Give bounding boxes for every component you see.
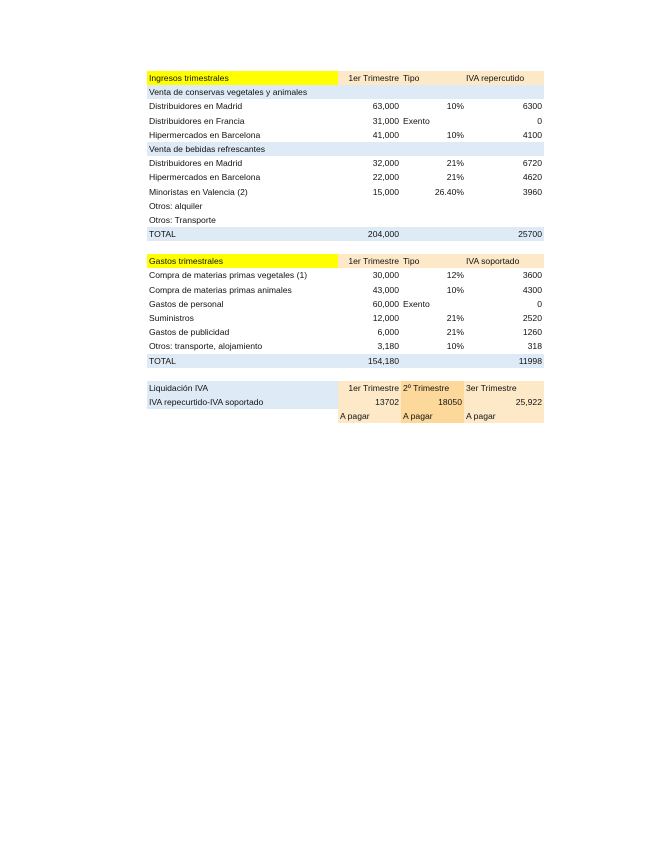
row-iva: 0 bbox=[537, 298, 542, 309]
row-iva bbox=[464, 199, 544, 213]
gastos-col-trimestre: 1er Trimestre bbox=[338, 254, 401, 268]
liquidacion-header-row bbox=[147, 381, 544, 395]
row-iva: 2520 bbox=[522, 313, 542, 323]
liquidacion-status-row bbox=[147, 409, 544, 423]
table-row bbox=[147, 114, 544, 128]
row-label: Distribuidores en Francia bbox=[149, 115, 245, 126]
row-amount: 43,000 bbox=[372, 284, 399, 295]
row-amount: 12,000 bbox=[372, 313, 399, 323]
liquidacion-q3-value: 25,922 bbox=[464, 395, 544, 409]
liquidacion-q3-status: A pagar bbox=[464, 409, 544, 423]
row-label: Gastos de personal bbox=[149, 298, 224, 309]
table-row bbox=[147, 311, 544, 325]
total-iva: 11998 bbox=[518, 355, 542, 366]
ingresos-header-row bbox=[147, 71, 544, 85]
liquidacion-q1-value: 13702 bbox=[338, 395, 401, 409]
row-iva: 4100 bbox=[522, 129, 542, 140]
row-iva: 0 bbox=[537, 115, 542, 126]
row-amount: 3,180 bbox=[377, 341, 399, 352]
row-tipo: 10% bbox=[446, 284, 464, 295]
table-row bbox=[147, 170, 544, 184]
row-tipo: Exento bbox=[403, 115, 430, 126]
table-row bbox=[147, 325, 544, 339]
row-amount: 60,000 bbox=[372, 298, 399, 309]
total-iva: 25700 bbox=[518, 229, 542, 240]
ingresos-col-tipo: Tipo bbox=[401, 71, 464, 85]
table-row bbox=[147, 283, 544, 297]
table-row bbox=[147, 156, 544, 170]
row-tipo: Exento bbox=[403, 298, 430, 309]
liquidacion-q1-status: A pagar bbox=[338, 409, 401, 423]
row-tipo: 21% bbox=[446, 313, 464, 323]
gastos-header-row bbox=[147, 254, 544, 268]
group-title: Venta de conservas vegetales y animales bbox=[149, 87, 308, 98]
row-amount: 32,000 bbox=[372, 158, 399, 169]
row-tipo: 26.40% bbox=[434, 186, 464, 197]
row-label: Compra de materias primas animales bbox=[149, 284, 292, 295]
row-amount bbox=[338, 213, 401, 227]
row-iva: 4300 bbox=[522, 284, 542, 295]
gastos-col-iva: IVA soportado bbox=[464, 254, 544, 268]
row-iva: 318 bbox=[527, 341, 542, 352]
row-tipo: 21% bbox=[446, 327, 464, 338]
row-label: Suministros bbox=[149, 313, 194, 323]
gastos-col-tipo: Tipo bbox=[401, 254, 464, 268]
row-amount: 63,000 bbox=[372, 101, 399, 112]
row-tipo: 21% bbox=[446, 158, 464, 169]
row-iva: 6300 bbox=[522, 101, 542, 112]
liquidacion-row-label: IVA repecurtido-IVA soportado bbox=[147, 395, 338, 409]
table-row bbox=[147, 128, 544, 142]
table-row bbox=[147, 199, 544, 213]
liquidacion-q2-value: 18050 bbox=[401, 395, 464, 409]
ingresos-total-row bbox=[147, 227, 544, 241]
row-tipo: 21% bbox=[446, 172, 464, 183]
row-label: Distribuidores en Madrid bbox=[149, 101, 243, 112]
ingresos-col-iva: IVA repercutido bbox=[464, 71, 544, 85]
row-label: Distribuidores en Madrid bbox=[149, 158, 243, 169]
row-tipo bbox=[401, 199, 464, 213]
ingresos-title: Ingresos trimestrales bbox=[147, 71, 338, 85]
ingresos-col-trimestre: 1er Trimestre bbox=[338, 71, 401, 85]
liquidacion-title: Liquidación IVA bbox=[147, 381, 338, 395]
row-amount: 22,000 bbox=[372, 172, 399, 183]
row-label: Gastos de publicidad bbox=[149, 327, 230, 338]
gastos-title: Gastos trimestrales bbox=[147, 254, 338, 268]
ingresos-group-conservas bbox=[147, 85, 544, 99]
table-row bbox=[147, 268, 544, 282]
row-amount: 30,000 bbox=[372, 270, 399, 281]
row-iva: 3960 bbox=[522, 186, 542, 197]
spreadsheet bbox=[147, 71, 544, 423]
row-tipo: 10% bbox=[446, 101, 464, 112]
row-label: Minoristas en Valencia (2) bbox=[149, 186, 248, 197]
row-label: Otros: Transporte bbox=[149, 214, 216, 225]
row-label: Hipermercados en Barcelona bbox=[149, 172, 261, 183]
row-tipo: 12% bbox=[446, 270, 464, 281]
row-amount bbox=[338, 199, 401, 213]
row-amount: 15,000 bbox=[372, 186, 399, 197]
row-label: Compra de materias primas vegetales (1) bbox=[149, 270, 308, 281]
total-amount: 154,180 bbox=[367, 355, 399, 366]
table-row bbox=[147, 99, 544, 113]
liquidacion-q2-status: A pagar bbox=[401, 409, 464, 423]
liquidacion-col-q2: 2º Trimestre bbox=[401, 381, 464, 395]
liquidacion-value-row bbox=[147, 395, 544, 409]
total-label: TOTAL bbox=[149, 355, 176, 366]
row-iva bbox=[464, 213, 544, 227]
liquidacion-col-q1: 1er Trimestre bbox=[338, 381, 401, 395]
row-tipo: 10% bbox=[446, 129, 464, 140]
gastos-total-row bbox=[147, 354, 544, 368]
ingresos-group-bebidas bbox=[147, 142, 544, 156]
row-amount: 31,000 bbox=[372, 115, 399, 126]
row-amount: 41,000 bbox=[372, 129, 399, 140]
table-row bbox=[147, 213, 544, 227]
group-title: Venta de bebidas refrescantes bbox=[149, 143, 266, 154]
row-label: Hipermercados en Barcelona bbox=[149, 129, 261, 140]
row-tipo: 10% bbox=[446, 341, 464, 352]
row-label: Otros: transporte, alojamiento bbox=[149, 341, 263, 352]
row-label: Otros: alquiler bbox=[149, 200, 203, 211]
table-row bbox=[147, 297, 544, 311]
row-iva: 3600 bbox=[522, 270, 542, 281]
table-row bbox=[147, 185, 544, 199]
row-amount: 6,000 bbox=[377, 327, 399, 338]
row-iva: 6720 bbox=[522, 158, 542, 169]
liquidacion-col-q3: 3er Trimestre bbox=[464, 381, 544, 395]
total-amount: 204,000 bbox=[367, 229, 399, 240]
row-iva: 1260 bbox=[522, 327, 542, 338]
total-label: TOTAL bbox=[149, 229, 176, 240]
row-iva: 4620 bbox=[522, 172, 542, 183]
table-row bbox=[147, 339, 544, 353]
row-tipo bbox=[401, 213, 464, 227]
